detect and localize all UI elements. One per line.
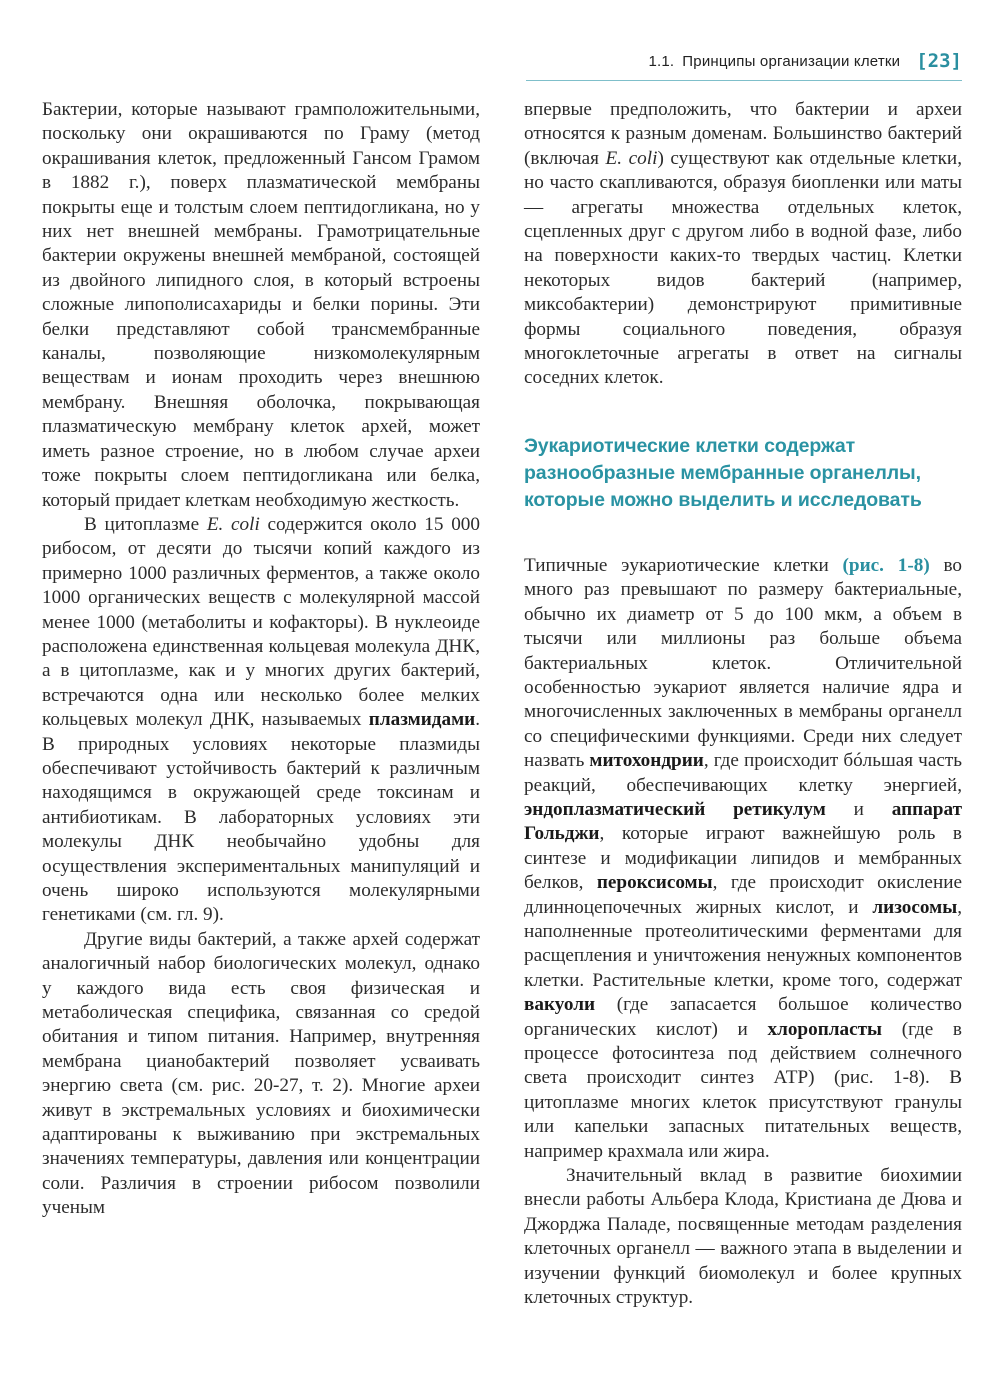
section-title: Принципы организации клетки: [682, 52, 901, 70]
term-mitochondria: митохондрии: [589, 750, 704, 772]
term-lysosomes: лизосомы: [872, 896, 958, 918]
header-divider: [526, 80, 962, 81]
right-column: [524, 98, 962, 1310]
left-column: [42, 98, 480, 1221]
page-number: [23]: [916, 50, 962, 72]
term-er: эндоплазматический ретикулум: [524, 798, 826, 820]
running-head: [560, 44, 962, 78]
term-plasmids: плазмидами: [368, 709, 476, 731]
term-vacuoles: вакуоли: [524, 994, 596, 1016]
paragraph-gram-staining: Бактерии, которые называют грамположительными, поскольку они окрашиваются по Граму (метод окрашивания клеток, предложенный Гансом Грамом в 1882 г.), поверх плазматической мембраны покрыты еще и толстым слоем пептидогликана, но у них нет внешней мембраны. Грамотрицательные бактерии окружены внешней мембраной, состоящей из двойного липидного слоя, в который встроены сложные липополисахариды и белки порины. Эти белки представляют собой трансмембранные каналы, позволяющие низкомолекулярным веществам и ионам проходить через внешнюю мембрану. Внешняя оболочка, покрывающая плазматическую мембрану клеток архей, может иметь разное строение, но в любом случае археи тоже покрыты слоем пептидогликана или белка, который придает клеткам необходимую жесткость.: [42, 99, 480, 511]
term-chloroplasts: хлоропласты: [767, 1018, 883, 1040]
paragraph-other-bacteria: Другие виды бактерий, а также архей содержат аналогичный набор биологических молекул, однако у каждого вида есть своя физическая и метаболическая специфика, связанная со средой обитания и типом питания. Например, внутренняя мембрана цианобактерий позволяет усваивать энергию света (см. рис. 20-27, т. 2). Многие археи живут в экстремальных условиях и биохимически адаптированы к выживанию при экстремальных значениях температуры, давления или концентрации соли. Различия в строении рибосом позволили ученым: [42, 928, 480, 1219]
term-peroxisomes: пероксисомы: [596, 872, 713, 894]
paragraph-eukaryotic-cells: Типичные эукариотические клетки (рис. 1-8) во много раз превышают по размеру бактериальные, обычно их диаметр от 5 до 100 мкм, а объем в тысячи или миллионы раз больше объема бактериальных клеток. Отличительной особенностью эукариот является наличие ядра и многочисленных заключенных в мембраны органелл со специфическими функциями. Среди них следует назвать митохондрии, где происходит бóльшая часть реакций, обеспечивающих клетку энергией, эндоплазматический ретикулум и аппарат Гольджи, которые играют важнейшую роль в синтезе и модификации липидов и мембранных белков, пероксисомы, где происходит окисление длинноцепочечных жирных кислот, и лизосомы, наполненные протеолитическими ферментами для расщепления и уничтожения ненужных компонентов клетки. Растительные клетки, кроме того, содержат вакуоли (где запасается большое количество органических кислот) и хлоропласты (где в процессе фотосинтеза под действием солнечного света происходит синтез АТР) (рис. 1-8). В цитоплазме многих клеток присутствуют гранулы или капельки запасных питательных веществ, например крахмала или жира.: [524, 554, 963, 1162]
species-name: E. coli: [206, 513, 260, 535]
section-heading: Эукариотические клетки содержат разнообразные мембранные органеллы, которые можно выделить и исследовать: [524, 434, 922, 511]
section-number: 1.1.: [648, 52, 675, 70]
paragraph-ecoli-cytoplasm: В цитоплазме E. coli содержится около 15 000 рибосом, от десяти до тысячи копий каждого из примерно 1000 различных ферментов, а также около 1000 органических веществ с молекулярной массой менее 1000 (метаболиты и кофакторы). В нуклеоиде расположена единственная кольцевая молекула ДНК, а в цитоплазме, как и у многих других бактерий, встречаются одна или несколько более мелких кольцевых молекул ДНК, называемых плазмидами. В природных условиях некоторые плазмиды обеспечивают устойчивость бактерий к различным находящимся в окружающей среде токсинам и антибиотикам. В лабораторных условиях эти молекулы ДНК необычайно удобны для осуществления экспериментальных манипуляций и очень широко используются молекулярными генетиками (см. гл. 9).: [42, 513, 480, 926]
paragraph-domains: впервые предположить, что бактерии и археи относятся к разным доменам. Большинство бактерий (включая E. coli) существуют как отдельные клетки, но часто скапливаются, образуя биопленки или маты — агрегаты множества отдельных клеток, сцепленных друг с другом либо в водной фазе, либо на поверхности каких-то твердых частиц. Клетки некоторых видов бактерий (например, миксобактерии) демонстрируют примитивные формы социального поведения, образуя многоклеточные агрегаты в ответ на сигналы соседних клеток.: [524, 99, 962, 389]
term-golgi: аппарат Гольджи: [524, 798, 962, 845]
paragraph-cell-fractionation: Значительный вклад в развитие биохимии внесли работы Альбера Клода, Кристиана де Дюва и Джорджа Паладе, посвященные методам разделения клеточных органелл — важного этапа в выделении и изучении функций биомолекул и более крупных клеточных структур.: [524, 1165, 962, 1309]
species-name: E. coli: [605, 147, 658, 169]
figure-reference[interactable]: (рис. 1-8): [842, 554, 930, 576]
